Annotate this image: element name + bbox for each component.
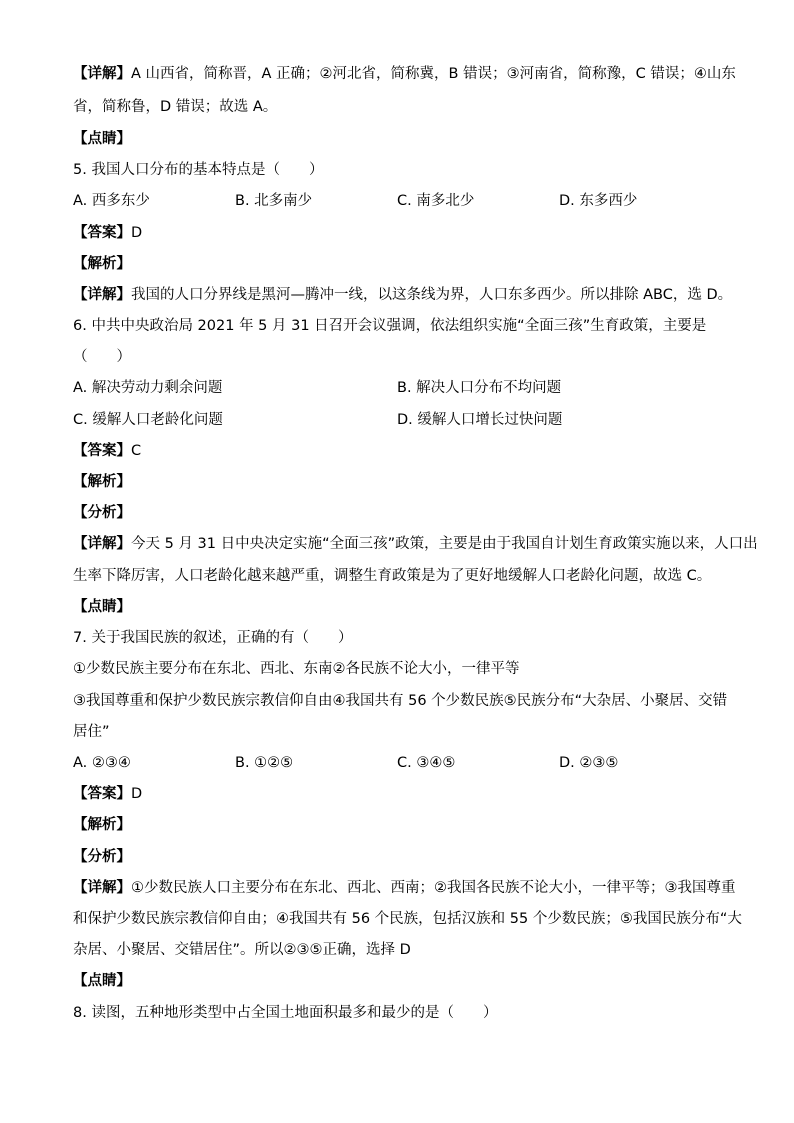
q4-detail-line1: 【详解】A 山西省，简称晋，A 正确；②河北省，简称冀，B 错误；③河南省，简称豫，C 错误；④山东 [73,66,736,82]
q6-option-a: A. 解决劳动力剩余问题 [73,380,223,396]
q5-option-b: B. 北多南少 [235,193,313,209]
q6-options-row1 [73,373,728,404]
q6-option-d: D. 缓解人口增长过快问题 [397,412,563,428]
q4-comment-label: 【点睛】 [73,131,131,147]
q6-analysis-label: 【解析】 [73,474,131,490]
q6-detail-line1: 【详解】今天 5 月 31 日中央决定实施“全面三孩”政策，主要是由于我国自计划生育政策实施以来，人口出 [73,536,758,552]
q7-stem: 7. 关于我国民族的叙述，正确的有（ ） [73,630,353,646]
q7-detail-line2: 和保护少数民族宗教信仰自由；④我国共有 56 个民族，包括汉族和 55 个少数民族；⑤我国民族分布“大 [73,911,742,927]
q4-detail-line2: 省，简称鲁，D 错误；故选 A。 [73,99,278,115]
q5-analysis-label: 【解析】 [73,256,131,272]
q5-option-a: A. 西多东少 [73,193,150,209]
q7-option-d: D. ②③⑤ [559,755,619,771]
q6-option-b: B. 解决人口分布不均问题 [397,380,562,396]
q7-answer: 【答案】D [73,786,143,802]
q5-detail: 【详解】我国的人口分界线是黑河—腾冲一线，以这条线为界，人口东多西少。所以排除 ABC，选 D。 [73,287,733,303]
q7-comment-label: 【点睛】 [73,973,131,989]
q7-option-a: A. ②③④ [73,755,131,771]
q5-option-d: D. 东多西少 [559,193,638,209]
q7-option-c: C. ③④⑤ [397,755,456,771]
q8-stem: 8. 读图，五种地形类型中占全国土地面积最多和最少的是（ ） [73,1005,498,1021]
q6-answer: 【答案】C [73,443,142,459]
q7-option-b: B. ①②⑤ [235,755,294,771]
q6-option-c: C. 缓解人口老龄化问题 [73,412,223,428]
q6-stem-line1: 6. 中共中央政治局 2021 年 5 月 31 日召开会议强调，依法组织实施“全面三孩”生育政策，主要是 [73,318,707,334]
q7-options [73,748,728,779]
q5-stem: 5. 我国人口分布的基本特点是（ ） [73,162,324,178]
q6-detail-line2: 生率下降厉害，人口老龄化越来越严重，调整生育政策是为了更好地缓解人口老龄化问题，故选 C。 [73,568,712,584]
q6-comment-label: 【点睛】 [73,599,131,615]
detail-label: 【详解】 [73,66,131,82]
q6-review-label: 【分析】 [73,505,131,521]
q7-detail-line1: 【详解】①少数民族人口主要分布在东北、西北、西南；②我国各民族不论大小，一律平等；③我国尊重 [73,880,736,896]
q7-analysis-label: 【解析】 [73,817,131,833]
q7-line1: ①少数民族主要分布在东北、西北、东南②各民族不论大小，一律平等 [73,661,520,677]
q7-detail-line3: 杂居、小聚居、交错居住”。所以②③⑤正确，选择 D [73,942,411,958]
q5-answer: 【答案】D [73,225,143,241]
q6-options-row2 [73,405,728,436]
q5-option-c: C. 南多北少 [397,193,475,209]
q6-stem-line2: （ ） [73,349,131,365]
q7-review-label: 【分析】 [73,849,131,865]
q5-options [73,186,728,217]
q7-line2: ③我国尊重和保护少数民族宗教信仰自由④我国共有 56 个少数民族⑤民族分布“大杂居、小聚居、交错 [73,693,728,709]
q7-line3: 居住” [73,724,110,740]
